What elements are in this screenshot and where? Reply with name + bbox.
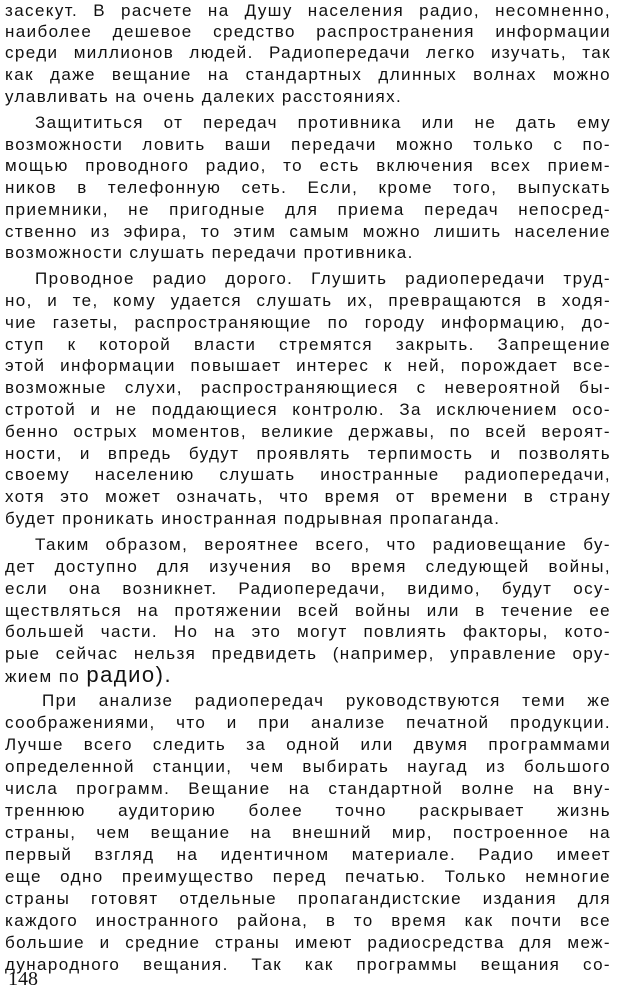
text-line: среди миллионов людей. Радиопередачи легко изучать, так — [5, 43, 611, 62]
text-line: наиболее дешевое средство распространения информации — [5, 22, 611, 41]
text-line: соображениями, что и при анализе печатной продукции. — [5, 713, 611, 732]
text-line: определенной станции, чем выбирать наугад из большого — [5, 757, 611, 776]
text-line: приемники, не пригодные для приема передач непосред- — [5, 200, 611, 219]
text-line: чие газеты, распространяющие по городу информацию, до- — [5, 313, 611, 332]
text-line: рые сейчас нельзя предвидеть (например, управление ору- — [5, 644, 611, 663]
text-line: ственно из эфира, то этим самым можно лишить население — [5, 222, 611, 241]
text-line — [5, 662, 611, 688]
text-line: будет проникать иностранная подрывная пропаганда. — [5, 509, 501, 528]
text-line: своему населению слушать иностранные радиопередачи, — [5, 465, 611, 484]
text-line: стротой и не поддающиеся контролю. За исключением осо- — [5, 400, 611, 419]
text-line: треннюю аудиторию более точно раскрывает жизнь — [5, 801, 611, 820]
text-line: ществляться на протяжении всей войны или в течение ее — [5, 601, 611, 620]
text-line: возможные слухи, распространяющиеся с невероятной бы- — [5, 378, 611, 397]
text-line: но, и те, кому удается слушать их, превращаются в ходя- — [5, 291, 611, 310]
text-line: возможности слушать передачи противника. — [5, 243, 414, 262]
text-line: если она возникнет. Радиопередачи, видимо, будут осу- — [5, 579, 611, 598]
text-line: этой информации повышает интерес к ней, порождает все- — [5, 356, 611, 375]
text-line: хотя это может означать, что время от времени в страну — [5, 487, 611, 506]
text-line: Таким образом, вероятнее всего, что радиовещание бу- — [35, 535, 611, 554]
text-line: ников в телефонную сеть. Если, кроме того, выпускать — [5, 178, 611, 197]
text-line: При анализе радиопередач руководствуются теми же — [42, 691, 611, 710]
text-line: засекут. В расчете на Душу населения радио, несомненно, — [5, 1, 611, 20]
text-line: числа программ. Вещание на стандартной волне на вну- — [5, 779, 611, 798]
text-line: ступ к которой власти стремятся закрыть. Запрещение — [5, 335, 611, 354]
text-line: ности, и впредь будут проявлять терпимость и позволять — [5, 444, 611, 463]
text-line: большей части. Но на это могут повлиять факторы, кото- — [5, 622, 611, 641]
text-line: еще одно преимущество перед печатью. Только немногие — [5, 867, 611, 886]
page-number: 148 — [8, 968, 38, 990]
text-line: улавливать на очень далеких расстояниях. — [5, 87, 403, 106]
text-line: Проводное радио дорого. Глушить радиопередачи труд- — [35, 269, 611, 288]
text-line: Лучше всего следить за одной или двумя программами — [5, 735, 611, 754]
text-line: бенно острых моментов, великие державы, по всей вероят- — [5, 422, 611, 441]
text-line: страны готовят отдельные пропагандистские издания для — [5, 889, 611, 908]
text-line: дет доступно для изучения во время следующей войны, — [5, 557, 611, 576]
text-line: страны, чем вещание на внешний мир, построенное на — [5, 823, 611, 842]
text-line: возможности ловить ваши передачи можно только с по- — [5, 135, 611, 154]
text-line: как даже вещание на стандартных длинных волнах можно — [5, 65, 611, 84]
text-fragment-large: радио). — [86, 662, 173, 687]
text-fragment: жием по — [5, 667, 87, 686]
text-line: первый взгляд на идентичном материале. Радио имеет — [5, 845, 611, 864]
text-line: мощью проводного радио, то есть включения всех прием- — [5, 156, 611, 175]
text-line: дународного вещания. Так как программы вещания со- — [5, 955, 611, 974]
text-line: большие и средние страны имеют радиосредства для меж- — [5, 933, 611, 952]
text-line: каждого иностранного района, в то время как почти все — [5, 911, 611, 930]
text-line: Защититься от передач противника или не дать ему — [35, 113, 611, 132]
